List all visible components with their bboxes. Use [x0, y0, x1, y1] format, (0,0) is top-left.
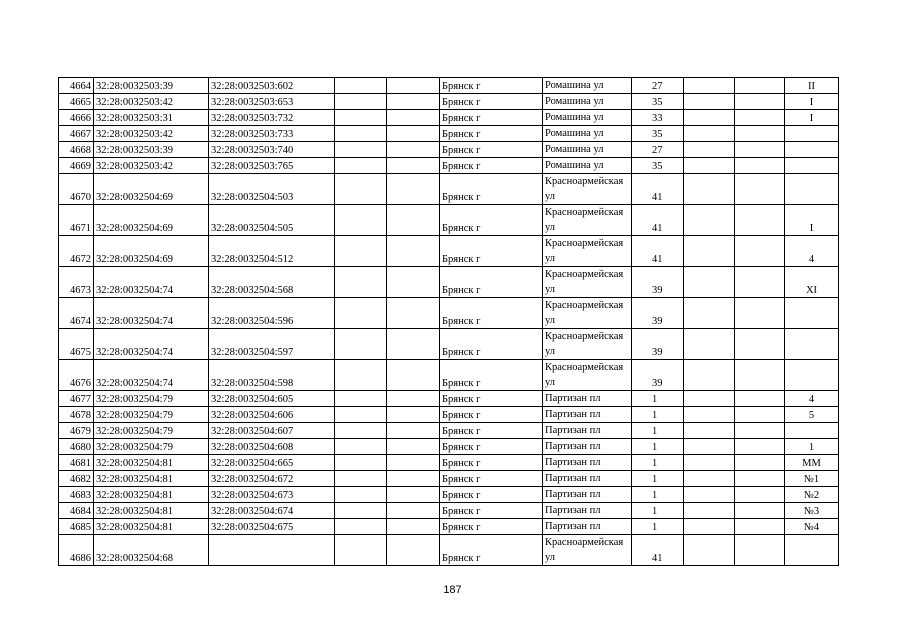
street: Ромашина ул [543, 110, 632, 126]
empty-cell [735, 487, 785, 503]
empty-cell [735, 439, 785, 455]
cadastral-parcel: 32:28:0032504:81 [94, 503, 209, 519]
apartment [785, 423, 839, 439]
empty-cell [387, 519, 440, 535]
street: Партизан пл [543, 487, 632, 503]
cadastral-object: 32:28:0032504:675 [209, 519, 335, 535]
empty-cell [335, 236, 387, 267]
empty-cell [335, 503, 387, 519]
cadastral-object: 32:28:0032504:673 [209, 487, 335, 503]
cadastral-parcel: 32:28:0032504:81 [94, 471, 209, 487]
street: Партизан пл [543, 407, 632, 423]
empty-cell [735, 471, 785, 487]
row-number: 4679 [59, 423, 94, 439]
table-row [59, 174, 839, 205]
street: Партизан пл [543, 391, 632, 407]
table-row [59, 205, 839, 236]
empty-cell [335, 110, 387, 126]
empty-cell [735, 78, 785, 94]
table-row [59, 267, 839, 298]
empty-cell [684, 455, 735, 471]
empty-cell [387, 503, 440, 519]
empty-cell [735, 174, 785, 205]
table-row [59, 236, 839, 267]
empty-cell [684, 78, 735, 94]
empty-cell [387, 455, 440, 471]
city: Брянск г [440, 94, 543, 110]
city: Брянск г [440, 78, 543, 94]
house-number: 27 [632, 142, 684, 158]
apartment: ММ [785, 455, 839, 471]
row-number: 4682 [59, 471, 94, 487]
empty-cell [387, 142, 440, 158]
house-number: 1 [632, 407, 684, 423]
row-number: 4671 [59, 205, 94, 236]
city: Брянск г [440, 110, 543, 126]
table-row [59, 407, 839, 423]
table-row [59, 360, 839, 391]
house-number: 27 [632, 78, 684, 94]
empty-cell [684, 205, 735, 236]
apartment [785, 158, 839, 174]
empty-cell [335, 298, 387, 329]
apartment: I [785, 110, 839, 126]
street: Красноармейская ул [543, 298, 632, 329]
city: Брянск г [440, 407, 543, 423]
empty-cell [684, 439, 735, 455]
apartment: 4 [785, 391, 839, 407]
street: Красноармейская ул [543, 236, 632, 267]
empty-cell [735, 126, 785, 142]
registry-table [58, 77, 839, 566]
cadastral-parcel: 32:28:0032504:74 [94, 267, 209, 298]
city: Брянск г [440, 142, 543, 158]
city: Брянск г [440, 158, 543, 174]
cadastral-object: 32:28:0032504:503 [209, 174, 335, 205]
empty-cell [735, 519, 785, 535]
empty-cell [735, 298, 785, 329]
apartment: 5 [785, 407, 839, 423]
empty-cell [335, 329, 387, 360]
cadastral-object: 32:28:0032504:674 [209, 503, 335, 519]
row-number: 4678 [59, 407, 94, 423]
street: Красноармейская ул [543, 205, 632, 236]
apartment: №3 [785, 503, 839, 519]
city: Брянск г [440, 298, 543, 329]
empty-cell [735, 360, 785, 391]
empty-cell [684, 471, 735, 487]
cadastral-parcel: 32:28:0032504:81 [94, 455, 209, 471]
street: Партизан пл [543, 423, 632, 439]
apartment: I [785, 205, 839, 236]
empty-cell [735, 391, 785, 407]
city: Брянск г [440, 205, 543, 236]
city: Брянск г [440, 503, 543, 519]
empty-cell [387, 535, 440, 566]
street: Партизан пл [543, 503, 632, 519]
table-row [59, 535, 839, 566]
empty-cell [735, 455, 785, 471]
street: Ромашина ул [543, 94, 632, 110]
empty-cell [684, 391, 735, 407]
table-row [59, 487, 839, 503]
apartment [785, 535, 839, 566]
cadastral-parcel: 32:28:0032504:81 [94, 519, 209, 535]
cadastral-parcel: 32:28:0032504:79 [94, 407, 209, 423]
row-number: 4672 [59, 236, 94, 267]
apartment [785, 329, 839, 360]
cadastral-object: 32:28:0032503:740 [209, 142, 335, 158]
table-body [59, 78, 839, 566]
table-row [59, 423, 839, 439]
house-number: 35 [632, 94, 684, 110]
empty-cell [387, 94, 440, 110]
apartment [785, 142, 839, 158]
cadastral-object: 32:28:0032504:596 [209, 298, 335, 329]
empty-cell [684, 298, 735, 329]
empty-cell [684, 487, 735, 503]
house-number: 35 [632, 158, 684, 174]
city: Брянск г [440, 535, 543, 566]
empty-cell [387, 110, 440, 126]
empty-cell [335, 267, 387, 298]
empty-cell [387, 329, 440, 360]
house-number: 39 [632, 360, 684, 391]
empty-cell [335, 158, 387, 174]
empty-cell [335, 126, 387, 142]
empty-cell [735, 94, 785, 110]
empty-cell [335, 174, 387, 205]
city: Брянск г [440, 423, 543, 439]
cadastral-object: 32:28:0032504:605 [209, 391, 335, 407]
empty-cell [387, 439, 440, 455]
row-number: 4677 [59, 391, 94, 407]
house-number: 1 [632, 439, 684, 455]
city: Брянск г [440, 455, 543, 471]
cadastral-object [209, 535, 335, 566]
house-number: 41 [632, 174, 684, 205]
cadastral-object: 32:28:0032504:665 [209, 455, 335, 471]
empty-cell [735, 267, 785, 298]
empty-cell [387, 391, 440, 407]
city: Брянск г [440, 519, 543, 535]
row-number: 4667 [59, 126, 94, 142]
table-row [59, 519, 839, 535]
empty-cell [684, 126, 735, 142]
street: Партизан пл [543, 439, 632, 455]
house-number: 41 [632, 236, 684, 267]
cadastral-parcel: 32:28:0032504:74 [94, 360, 209, 391]
cadastral-object: 32:28:0032503:733 [209, 126, 335, 142]
empty-cell [735, 535, 785, 566]
cadastral-parcel: 32:28:0032504:69 [94, 174, 209, 205]
empty-cell [684, 423, 735, 439]
city: Брянск г [440, 267, 543, 298]
apartment [785, 174, 839, 205]
house-number: 1 [632, 519, 684, 535]
table-row [59, 503, 839, 519]
street: Ромашина ул [543, 142, 632, 158]
empty-cell [335, 142, 387, 158]
empty-cell [387, 174, 440, 205]
cadastral-parcel: 32:28:0032504:79 [94, 423, 209, 439]
table-row [59, 78, 839, 94]
empty-cell [684, 267, 735, 298]
cadastral-parcel: 32:28:0032504:81 [94, 487, 209, 503]
cadastral-object: 32:28:0032503:765 [209, 158, 335, 174]
row-number: 4675 [59, 329, 94, 360]
empty-cell [684, 503, 735, 519]
empty-cell [335, 78, 387, 94]
cadastral-object: 32:28:0032503:732 [209, 110, 335, 126]
table-row [59, 439, 839, 455]
row-number: 4668 [59, 142, 94, 158]
empty-cell [684, 158, 735, 174]
table-row [59, 110, 839, 126]
street: Красноармейская ул [543, 535, 632, 566]
house-number: 41 [632, 205, 684, 236]
cadastral-parcel: 32:28:0032504:69 [94, 236, 209, 267]
empty-cell [387, 78, 440, 94]
cadastral-parcel: 32:28:0032504:79 [94, 439, 209, 455]
row-number: 4666 [59, 110, 94, 126]
city: Брянск г [440, 439, 543, 455]
house-number: 35 [632, 126, 684, 142]
empty-cell [684, 535, 735, 566]
empty-cell [335, 360, 387, 391]
row-number: 4686 [59, 535, 94, 566]
street: Ромашина ул [543, 158, 632, 174]
row-number: 4670 [59, 174, 94, 205]
house-number: 1 [632, 423, 684, 439]
cadastral-parcel: 32:28:0032503:39 [94, 142, 209, 158]
empty-cell [335, 205, 387, 236]
house-number: 41 [632, 535, 684, 566]
empty-cell [735, 329, 785, 360]
empty-cell [387, 423, 440, 439]
empty-cell [684, 519, 735, 535]
street: Красноармейская ул [543, 329, 632, 360]
cadastral-object: 32:28:0032504:606 [209, 407, 335, 423]
cadastral-parcel: 32:28:0032503:39 [94, 78, 209, 94]
empty-cell [684, 94, 735, 110]
city: Брянск г [440, 360, 543, 391]
city: Брянск г [440, 126, 543, 142]
row-number: 4674 [59, 298, 94, 329]
city: Брянск г [440, 174, 543, 205]
row-number: 4680 [59, 439, 94, 455]
empty-cell [735, 205, 785, 236]
table-row [59, 158, 839, 174]
empty-cell [335, 519, 387, 535]
row-number: 4669 [59, 158, 94, 174]
empty-cell [335, 535, 387, 566]
empty-cell [335, 407, 387, 423]
empty-cell [387, 298, 440, 329]
empty-cell [735, 110, 785, 126]
row-number: 4684 [59, 503, 94, 519]
street: Ромашина ул [543, 126, 632, 142]
empty-cell [387, 267, 440, 298]
apartment [785, 298, 839, 329]
house-number: 39 [632, 329, 684, 360]
row-number: 4685 [59, 519, 94, 535]
empty-cell [335, 94, 387, 110]
row-number: 4664 [59, 78, 94, 94]
city: Брянск г [440, 236, 543, 267]
cadastral-object: 32:28:0032504:597 [209, 329, 335, 360]
table-row [59, 471, 839, 487]
street: Красноармейская ул [543, 174, 632, 205]
table-row [59, 329, 839, 360]
table-row [59, 94, 839, 110]
street: Ромашина ул [543, 78, 632, 94]
table-row [59, 142, 839, 158]
city: Брянск г [440, 487, 543, 503]
cadastral-object: 32:28:0032504:672 [209, 471, 335, 487]
house-number: 1 [632, 391, 684, 407]
cadastral-object: 32:28:0032504:598 [209, 360, 335, 391]
empty-cell [335, 423, 387, 439]
empty-cell [735, 158, 785, 174]
cadastral-object: 32:28:0032504:505 [209, 205, 335, 236]
empty-cell [684, 174, 735, 205]
empty-cell [387, 471, 440, 487]
apartment: I [785, 94, 839, 110]
empty-cell [387, 360, 440, 391]
empty-cell [335, 455, 387, 471]
table-row [59, 298, 839, 329]
empty-cell [335, 391, 387, 407]
cadastral-object: 32:28:0032504:512 [209, 236, 335, 267]
row-number: 4665 [59, 94, 94, 110]
empty-cell [735, 423, 785, 439]
row-number: 4673 [59, 267, 94, 298]
table-row [59, 455, 839, 471]
street: Красноармейская ул [543, 360, 632, 391]
city: Брянск г [440, 391, 543, 407]
empty-cell [335, 471, 387, 487]
house-number: 1 [632, 471, 684, 487]
house-number: 39 [632, 267, 684, 298]
apartment: 1 [785, 439, 839, 455]
street: Партизан пл [543, 455, 632, 471]
cadastral-parcel: 32:28:0032504:69 [94, 205, 209, 236]
empty-cell [684, 236, 735, 267]
empty-cell [684, 142, 735, 158]
apartment: №1 [785, 471, 839, 487]
cadastral-parcel: 32:28:0032504:79 [94, 391, 209, 407]
page-number: 187 [443, 584, 462, 596]
empty-cell [735, 503, 785, 519]
house-number: 1 [632, 487, 684, 503]
apartment [785, 126, 839, 142]
empty-cell [735, 407, 785, 423]
cadastral-object: 32:28:0032504:568 [209, 267, 335, 298]
apartment: 4 [785, 236, 839, 267]
city: Брянск г [440, 471, 543, 487]
empty-cell [387, 158, 440, 174]
cadastral-object: 32:28:0032503:653 [209, 94, 335, 110]
empty-cell [387, 407, 440, 423]
cadastral-parcel: 32:28:0032503:42 [94, 94, 209, 110]
house-number: 39 [632, 298, 684, 329]
street: Красноармейская ул [543, 267, 632, 298]
apartment: №2 [785, 487, 839, 503]
cadastral-parcel: 32:28:0032503:42 [94, 126, 209, 142]
cadastral-parcel: 32:28:0032503:31 [94, 110, 209, 126]
cadastral-parcel: 32:28:0032503:42 [94, 158, 209, 174]
empty-cell [684, 329, 735, 360]
empty-cell [684, 360, 735, 391]
empty-cell [335, 439, 387, 455]
empty-cell [735, 236, 785, 267]
street: Партизан пл [543, 519, 632, 535]
house-number: 1 [632, 503, 684, 519]
cadastral-parcel: 32:28:0032504:68 [94, 535, 209, 566]
empty-cell [387, 236, 440, 267]
apartment: №4 [785, 519, 839, 535]
street: Партизан пл [543, 471, 632, 487]
table-row [59, 126, 839, 142]
apartment [785, 360, 839, 391]
row-number: 4683 [59, 487, 94, 503]
row-number: 4676 [59, 360, 94, 391]
empty-cell [387, 126, 440, 142]
city: Брянск г [440, 329, 543, 360]
empty-cell [387, 205, 440, 236]
empty-cell [735, 142, 785, 158]
empty-cell [335, 487, 387, 503]
cadastral-parcel: 32:28:0032504:74 [94, 298, 209, 329]
empty-cell [684, 407, 735, 423]
cadastral-object: 32:28:0032503:602 [209, 78, 335, 94]
house-number: 33 [632, 110, 684, 126]
cadastral-parcel: 32:28:0032504:74 [94, 329, 209, 360]
cadastral-object: 32:28:0032504:608 [209, 439, 335, 455]
empty-cell [684, 110, 735, 126]
apartment: II [785, 78, 839, 94]
house-number: 1 [632, 455, 684, 471]
apartment: XI [785, 267, 839, 298]
cadastral-object: 32:28:0032504:607 [209, 423, 335, 439]
empty-cell [387, 487, 440, 503]
row-number: 4681 [59, 455, 94, 471]
table-row [59, 391, 839, 407]
